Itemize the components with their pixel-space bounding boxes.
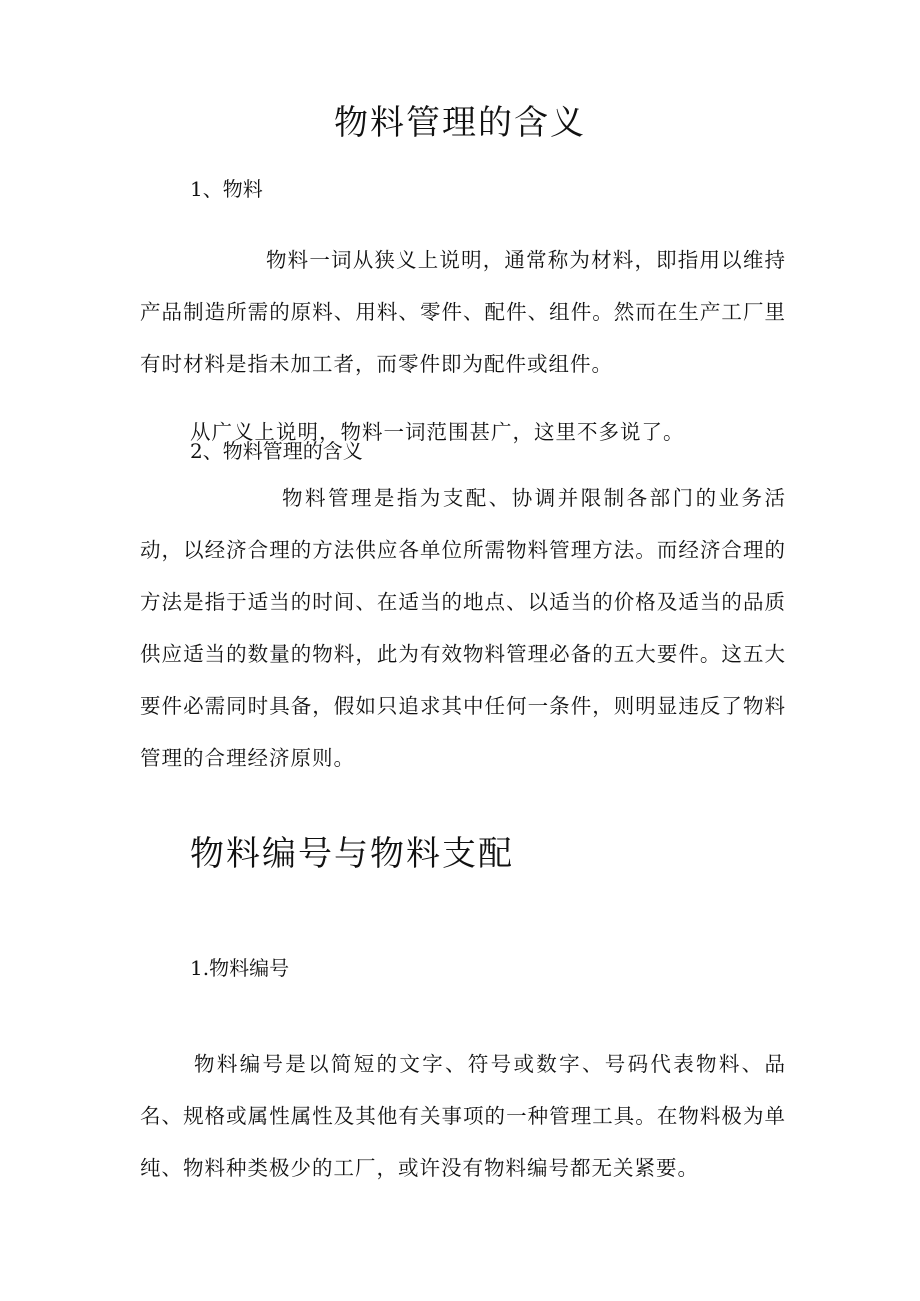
section-heading-material-coding: 1.物料编号	[190, 956, 290, 980]
paragraph-materials-narrow: 物料一词从狭义上说明，通常称为材料，即指用以维持产品制造所需的原料、用料、零件、配件、组件。然而在生产工厂里有时材料是指未加工者，而零件即为配件或组件。	[140, 248, 786, 376]
document-title: 物料管理的含义	[334, 103, 586, 143]
section-heading-materials: 1、物料	[190, 177, 263, 201]
section-title-coding-and-control: 物料编号与物料支配	[190, 834, 514, 874]
paragraph-material-coding: 物料编号是以简短的文字、符号或数字、号码代表物料、品名、规格或属性属性及其他有关事项的一种管理工具。在物料极为单纯、物料种类极少的工厂，或许没有物料编号都无关紧要。	[140, 1052, 786, 1180]
paragraph-materials-broad: 从广义上说明，物料一词范围甚广，这里不多说了。	[190, 420, 685, 444]
paragraph-material-management: 物料管理是指为支配、协调并限制各部门的业务活动，以经济合理的方法供应各单位所需物料管理方法。而经济合理的方法是指于适当的时间、在适当的地点、以适当的价格及适当的品质供应适当的数量的物料，此为有效物料管理必备的五大要件。这五大要件必需同时具备，假如只追求其中任何一条件，则明显违反了物料管理的合理经济原则。	[140, 486, 786, 770]
section-heading-material-management: 2、物料管理的含义	[190, 439, 363, 463]
